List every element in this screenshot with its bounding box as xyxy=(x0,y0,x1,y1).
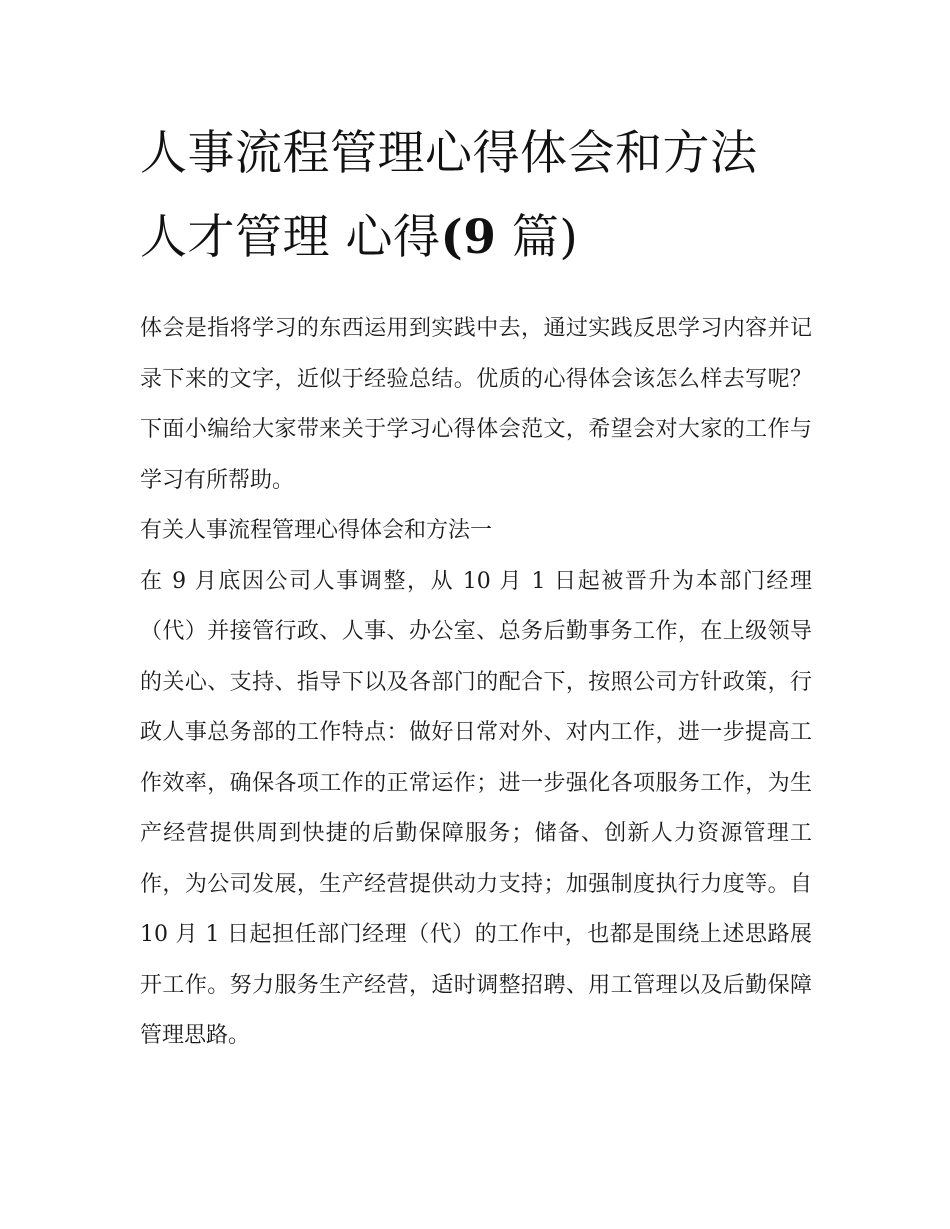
document-page xyxy=(140,112,812,1062)
section-heading: 有关人事流程管理心得体会和方法一 xyxy=(140,518,493,543)
document-title xyxy=(140,112,812,280)
title-count: (9 xyxy=(440,210,497,265)
title-line-1: 人事流程管理心得体会和方法 xyxy=(140,126,758,181)
title-line-2 xyxy=(140,196,812,280)
section-paragraph: 在 9 月底因公司人事调整，从 10 月 1 日起被晋升为本部门经理（代）并接管行政、人事、办公室、总务后勤事务工作，在上级领导的关心、支持、指导下以及各部门的配合下，按照公司方针政策，行政人事总务部的工作特点：做好日常对外、对内工作，进一步提高工作效率，确保各项工作的正常运作；进一步强化各项服务工作，为生产经营提供周到快捷的后勤保障服务；储备、创新人力资源管理工作，为公司发展，生产经营提供动力支持；加强制度执行力度等。自 10 月 1 日起担任部门经理（代）的工作中，也都是围绕上述思路展开工作。努力服务生产经营，适时调整招聘、用工管理以及后勤保障管理思路。 xyxy=(140,568,812,1048)
title-count-suffix: 篇) xyxy=(496,210,579,265)
title-line-2-text: 人才管理 心得 xyxy=(140,210,441,265)
intro-paragraph: 体会是指将学习的东西运用到实践中去，通过实践反思学习内容并记录下来的文字，近似于经验总结。优质的心得体会该怎么样去写呢？下面小编给大家带来关于学习心得体会范文，希望会对大家的工作与学习有所帮助。 xyxy=(140,316,812,493)
document-body xyxy=(140,304,812,1062)
